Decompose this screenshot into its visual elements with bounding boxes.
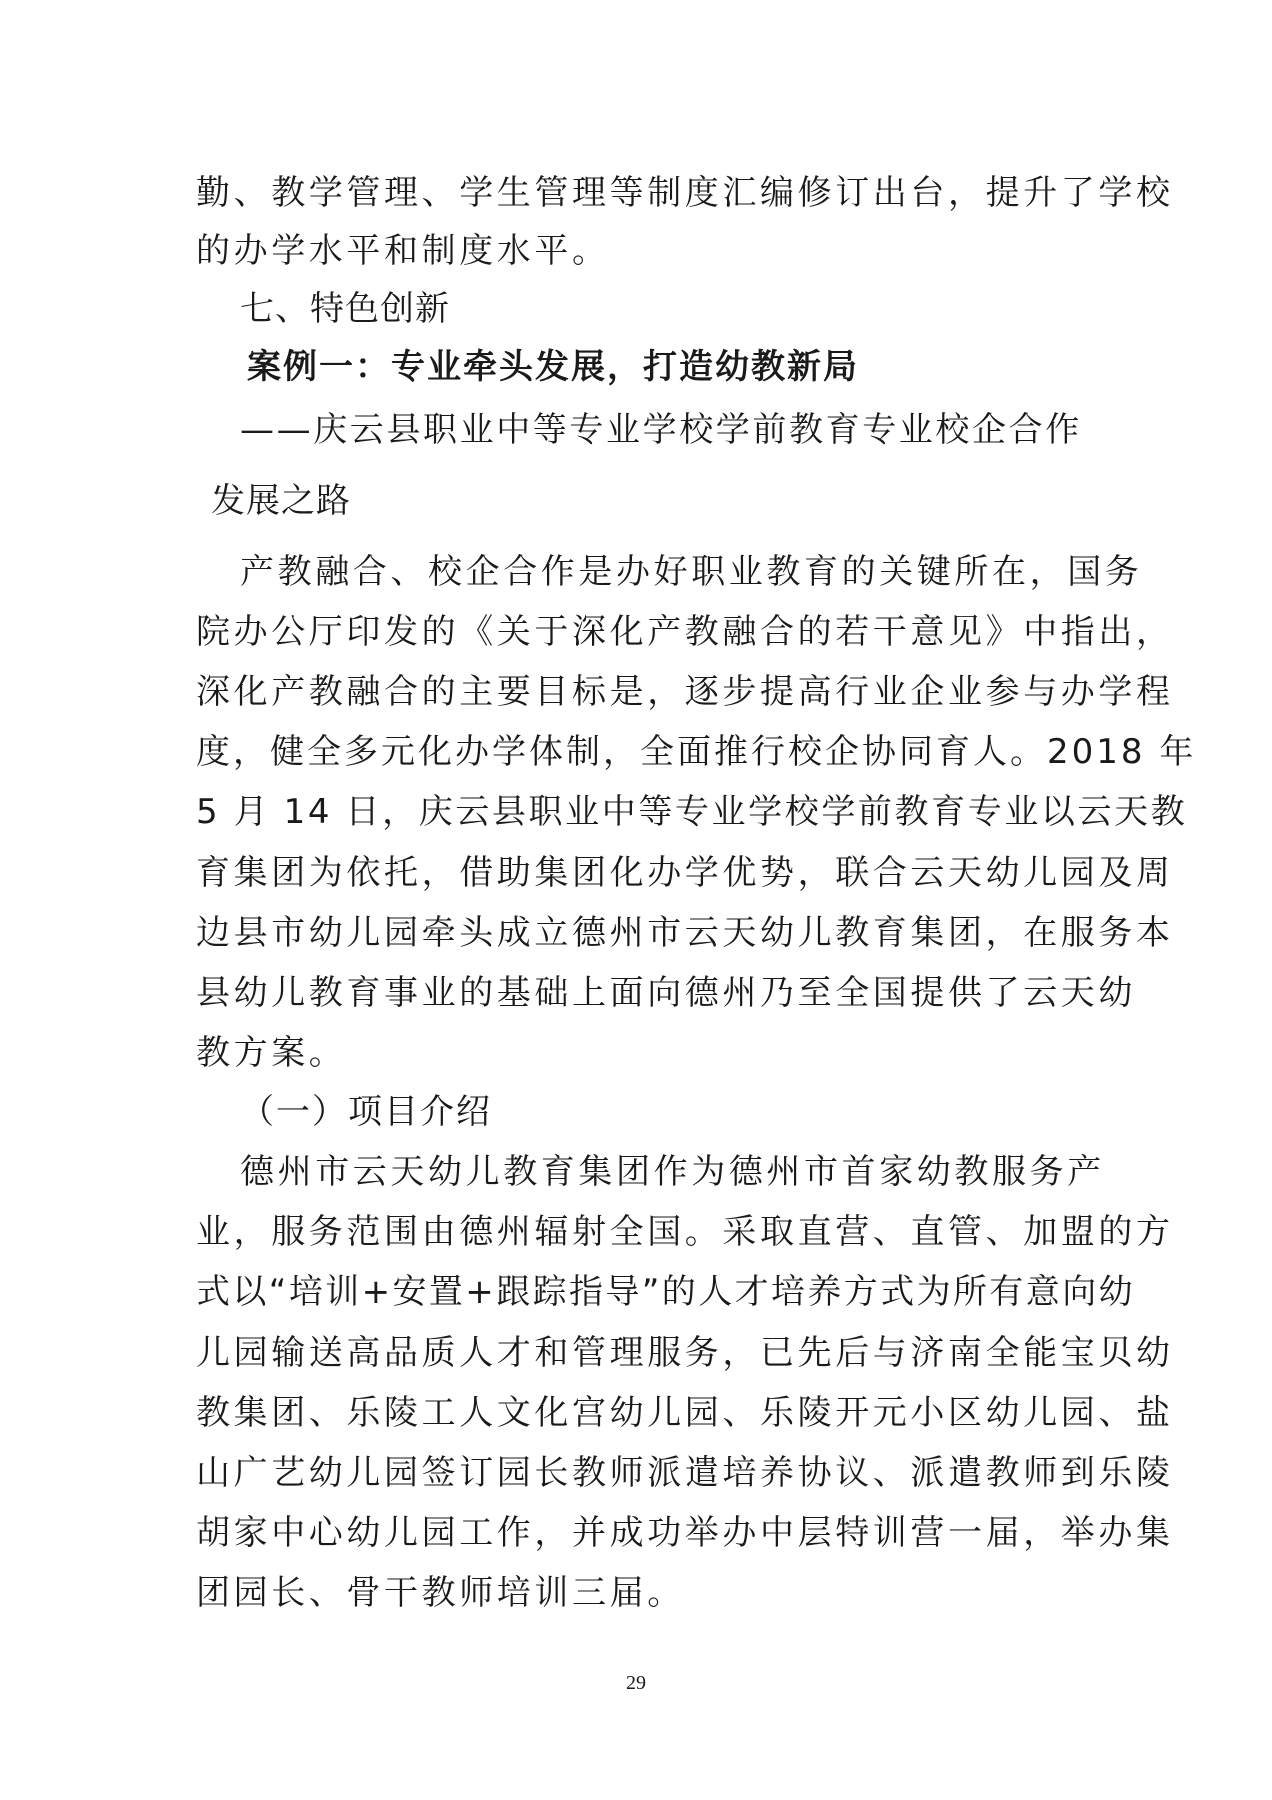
paragraph-line: 深化产教融合的主要目标是，逐步提高行业企业参与办学程: [196, 672, 1174, 712]
paragraph-line: 教方案。: [196, 1033, 347, 1073]
paragraph-line: 边县市幼儿园牵头成立德州市云天幼儿教育集团，在服务本: [196, 913, 1174, 953]
paragraph-line: 产教融合、校企合作是办好职业教育的关键所在，国务: [240, 552, 1143, 592]
paragraph-line: 德州市云天幼儿教育集团作为德州市首家幼教服务产: [240, 1152, 1105, 1192]
paragraph-line: 业，服务范围由德州辐射全国。采取直营、直管、加盟的方: [196, 1212, 1174, 1252]
sub-heading: （一）项目介绍: [240, 1092, 492, 1132]
paragraph-line: 式以“培训+安置+跟踪指导”的人才培养方式为所有意向幼: [196, 1272, 1136, 1312]
paragraph-line: 育集团为依托，借助集团化办学优势，联合云天幼儿园及周: [196, 853, 1174, 893]
paragraph-line: 团园长、骨干教师培训三届。: [196, 1573, 685, 1613]
section-heading: 七、特色创新: [240, 289, 450, 329]
paragraph-line: 县幼儿教育事业的基础上面向德州乃至全国提供了云天幼: [196, 973, 1136, 1013]
case-subtitle: 发展之路: [211, 481, 351, 521]
paragraph-line: 胡家中心幼儿园工作，并成功举办中层特训营一届，举办集: [196, 1513, 1174, 1553]
case-title: 案例一：专业牵头发展，打造幼教新局: [247, 347, 859, 387]
paragraph-line: 院办公厅印发的《关于深化产教融合的若干意见》中指出，: [196, 612, 1174, 652]
paragraph-line: 儿园输送高品质人才和管理服务，已先后与济南全能宝贝幼: [196, 1333, 1174, 1373]
paragraph-line: 勤、教学管理、学生管理等制度汇编修订出台，提升了学校: [196, 173, 1174, 213]
paragraph-line: 度，健全多元化办学体制，全面推行校企协同育人。2018 年: [196, 732, 1197, 772]
case-subtitle: ——庆云县职业中等专业学校学前教育专业校企合作: [240, 410, 1082, 450]
page-number: 29: [626, 1672, 646, 1694]
paragraph-line: 教集团、乐陵工人文化宫幼儿园、乐陵开元小区幼儿园、盐: [196, 1393, 1174, 1433]
paragraph-line: 山广艺幼儿园签订园长教师派遣培养协议、派遣教师到乐陵: [196, 1453, 1174, 1493]
paragraph-line: 的办学水平和制度水平。: [196, 231, 610, 271]
paragraph-line: 5 月 14 日，庆云县职业中等专业学校学前教育专业以云天教: [196, 792, 1188, 832]
